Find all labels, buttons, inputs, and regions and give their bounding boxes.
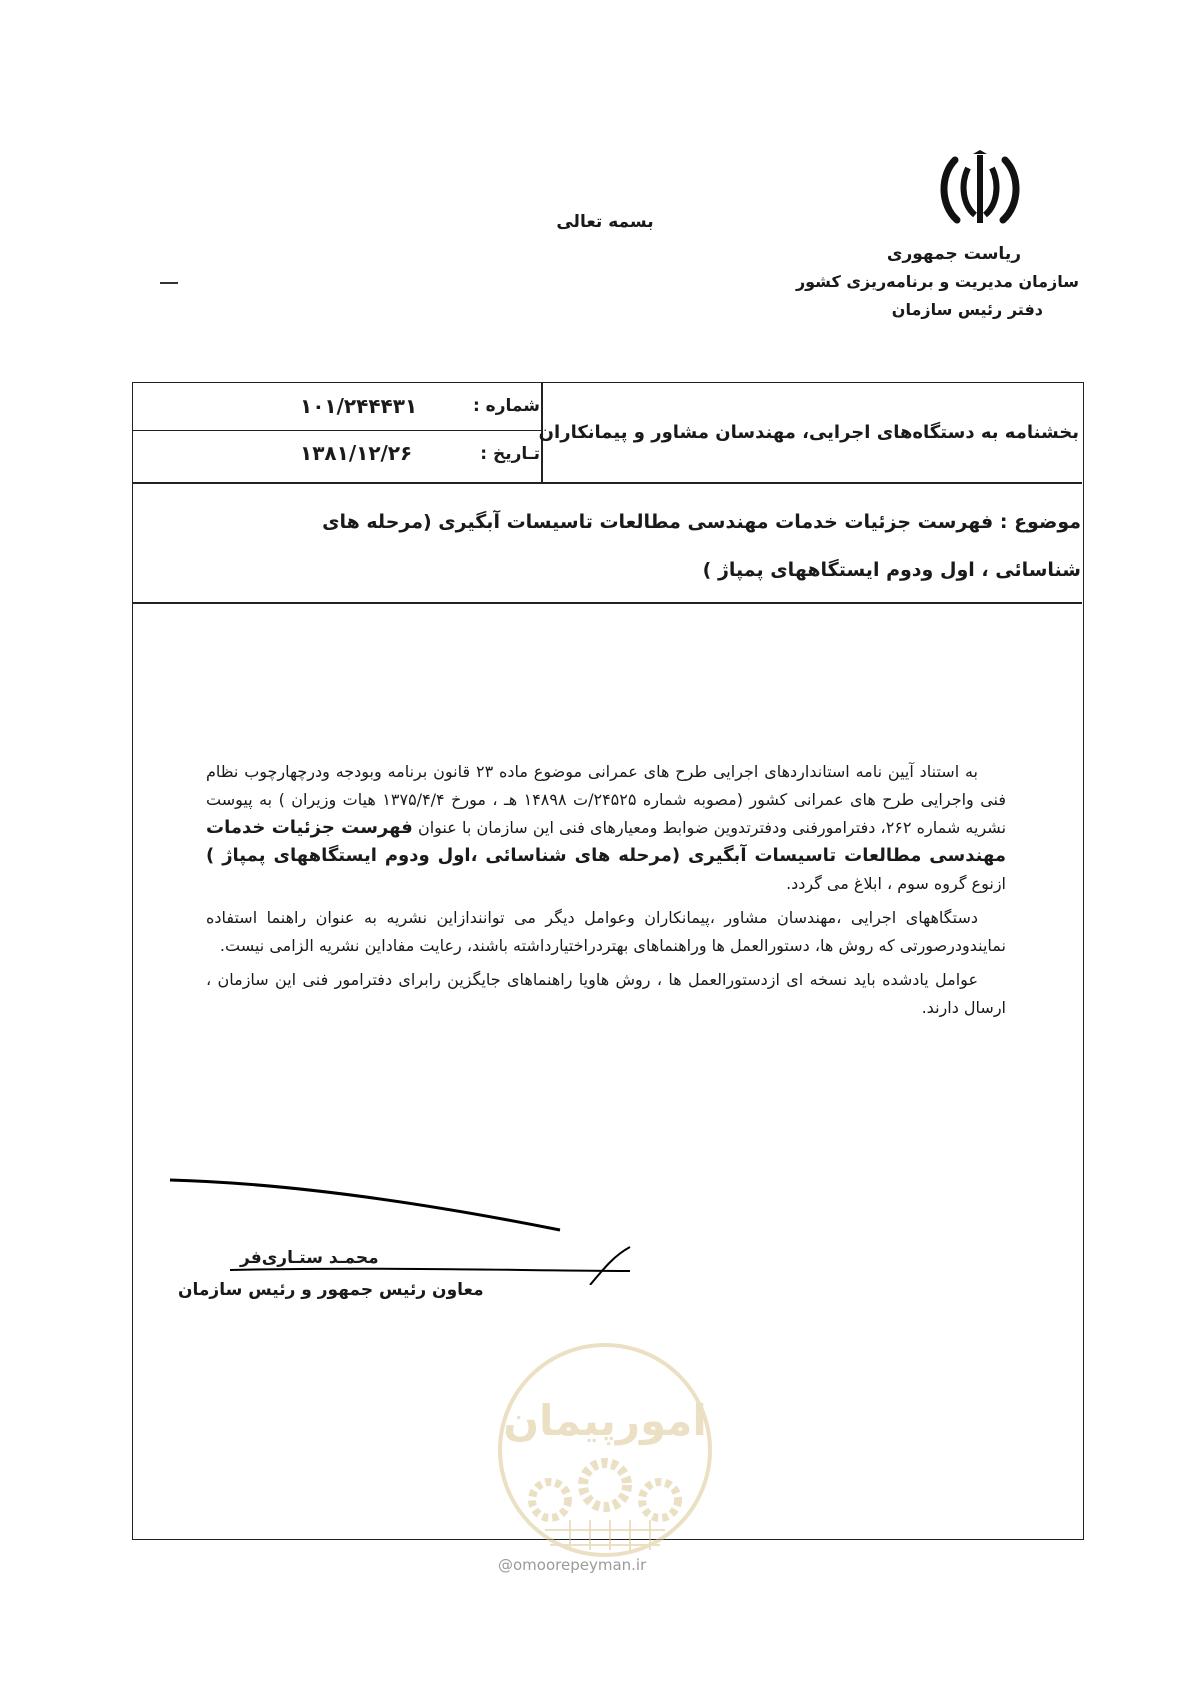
margin-dash (160, 282, 178, 284)
body-paragraph-3: عوامل یادشده باید نسخه ای ازدستورالعمل ها ، روش هاویا راهنماهای جایگزین رابرای دفترامور فنی این سازمان ، ارسال دارند. (206, 970, 1006, 1017)
watermark-text: @omoorepeyman.ir (498, 1556, 647, 1574)
frame-divider-top (132, 482, 1082, 484)
org-presidency: ریاست جمهوری (886, 244, 1021, 264)
date-label: تـاریخ : (480, 444, 540, 464)
recipients-line: بخشنامه به دستگاه‌های اجرایی، مهندسان مشاور و پیمانکاران (538, 422, 1079, 443)
frame-divider-meta (132, 430, 541, 431)
number-value: ۱۰۱/۲۴۴۴۳۱ (300, 394, 418, 418)
iran-emblem-icon (935, 150, 1025, 230)
number-label: شماره : (472, 396, 540, 416)
subject-line: موضوع : فهرست جزئیات خدمات مهندسی مطالعات تاسیسات آبگیری (مرحله های شناسائی ، اول ودوم ایستگاههای پمپاژ ) (322, 511, 1081, 581)
body-p1-part2: ازنوع گروه سوم ، ابلاغ می گردد. (786, 874, 1006, 893)
watermark-stamp (490, 1335, 720, 1565)
stamp-text: امورپیمان (503, 1396, 707, 1445)
body-paragraph-2: دستگاههای اجرایی ،مهندسان مشاور ،پیمانکاران وعوامل دیگر می توانندازاین نشریه به عنوان راهنما استفاده نمایندودرصورتی که روش ها، دستورالعمل ها وراهنماهای بهتردراختیارداشته باشند، رعایت مفاداین نشریه الزامی نیست. (206, 908, 1006, 955)
body-p1-part1: به استناد آیین نامه استانداردهای اجرایی طرح های عمرانی موضوع ماده ۲۳ قانون برنامه وبودجه ودرچهارچوب نظام فنی واجرایی طرح های عمرانی کشور (مصوبه شماره ۲۴۵۲۵/ت ۱۴۸۹۸ هـ ، مورخ ۱۳۷۵/۴/۴ هیات وزیران ) به پیوست نشریه شماره ۲۶۲، دفترامورفنی ودفترتدوین ضوابط ومعیارهای فنی این سازمان با عنوان (206, 762, 1007, 837)
date-value: ۱۳۸۱/۱۲/۲۶ (300, 441, 413, 465)
letter-body (206, 758, 1006, 1028)
org-head-office: دفتر رئیس سازمان (891, 300, 1043, 319)
signer-title: معاون رئیس جمهور و رئیس سازمان (178, 1280, 484, 1300)
signature-scribble (160, 1175, 680, 1285)
body-p1-bold-title: فهرست جزئیات خدمات مهندسی مطالعات تاسیسات آبگیری (مرحله های شناسائی ،اول ودوم ایستگاههای پمپاژ ) (206, 817, 1006, 866)
frame-divider-subject (132, 602, 1082, 604)
body-paragraph-1 (206, 758, 1006, 898)
org-management-planning: سازمان مدیریت و برنامه‌ریزی کشور (795, 272, 1079, 291)
bismillah: بسمه تعالی (556, 212, 654, 232)
signer-name: محمـد ستـاری‌فر (240, 1248, 379, 1268)
